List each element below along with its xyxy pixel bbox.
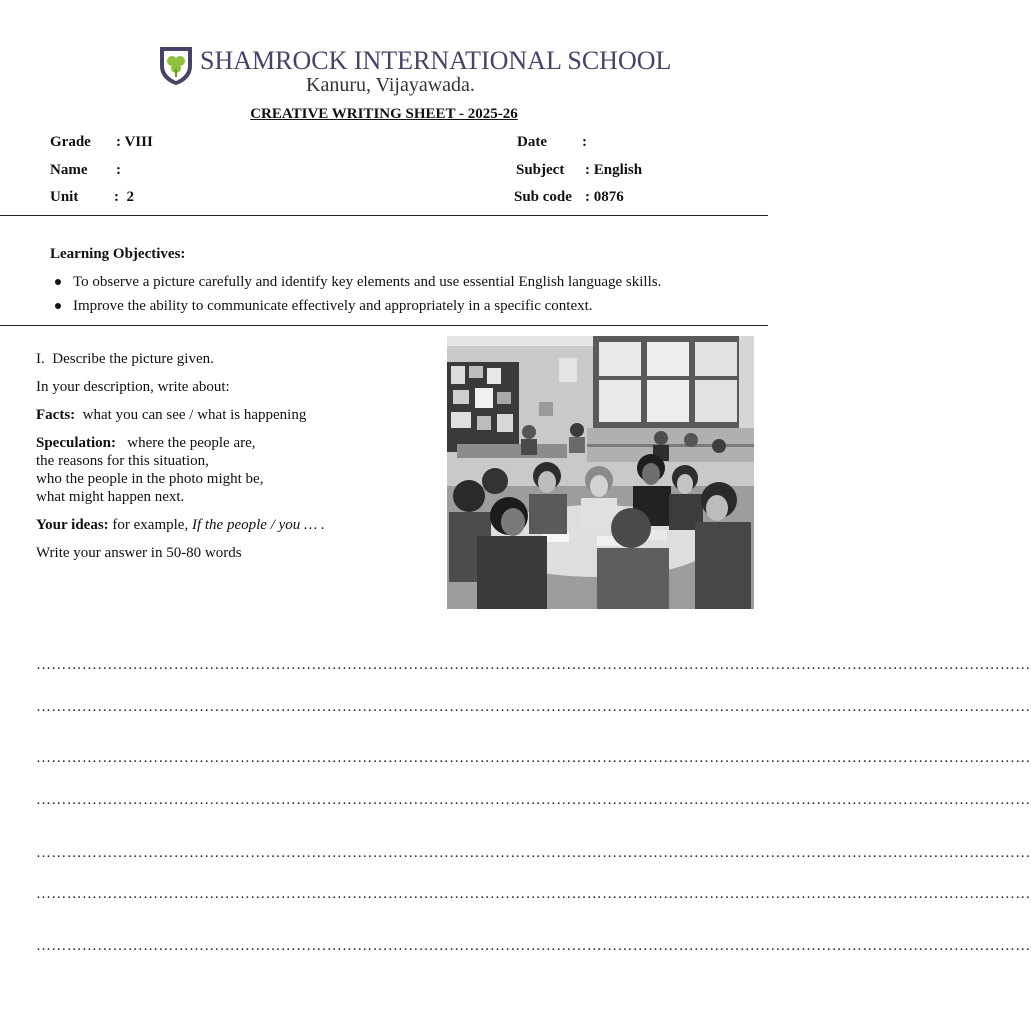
answer-line-2[interactable]: …………………………………………………………………………………………………………………………………………………………………………… bbox=[36, 699, 1031, 715]
facts-text: what you can see / what is happening bbox=[82, 407, 307, 423]
speculation-text-3: who the people in the photo might be, bbox=[36, 471, 264, 487]
date-value: : bbox=[582, 134, 587, 150]
objectives-title: Learning Objectives: bbox=[50, 246, 186, 262]
unit-label: Unit bbox=[50, 189, 79, 205]
question-intro: In your description, write about: bbox=[36, 379, 230, 395]
subject-value: : English bbox=[585, 162, 643, 178]
speculation-text-4: what might happen next. bbox=[36, 489, 185, 505]
question-text: Describe the picture given. bbox=[52, 351, 214, 367]
subcode-value: : 0876 bbox=[585, 189, 624, 205]
answer-line-5[interactable]: …………………………………………………………………………………………………………………………………………………………………………… bbox=[36, 845, 1031, 861]
name-label: Name bbox=[50, 162, 88, 178]
grade-value: : VIII bbox=[116, 134, 153, 150]
question-prompt bbox=[36, 350, 214, 368]
school-logo bbox=[158, 42, 672, 96]
facts-line bbox=[36, 406, 306, 424]
answer-line-3[interactable]: …………………………………………………………………………………………………………………………………………………………………………… bbox=[36, 750, 1031, 766]
school-crest-icon bbox=[158, 44, 194, 86]
unit-value: : 2 bbox=[114, 189, 134, 205]
objectives-list bbox=[50, 272, 750, 320]
divider-middle bbox=[0, 325, 768, 326]
speculation-line bbox=[36, 434, 256, 452]
speculation-text-1: where the people are, bbox=[127, 435, 256, 451]
school-name: SHAMROCK INTERNATIONAL SCHOOL bbox=[200, 46, 672, 75]
ideas-italic: If the people / you … . bbox=[191, 517, 325, 533]
grade-label: Grade bbox=[50, 134, 91, 150]
objective-item: To observe a picture carefully and identify key elements and use essential English language skills. bbox=[50, 272, 750, 296]
answer-line-4[interactable]: …………………………………………………………………………………………………………………………………………………………………………… bbox=[36, 792, 1031, 808]
speculation-label: Speculation: bbox=[36, 435, 117, 451]
objective-item: Improve the ability to communicate effectively and appropriately in a specific context. bbox=[50, 296, 750, 320]
sheet-title: CREATIVE WRITING SHEET - 2025-26 bbox=[250, 106, 518, 122]
speculation-text-2: the reasons for this situation, bbox=[36, 453, 209, 469]
word-limit: Write your answer in 50-80 words bbox=[36, 545, 242, 561]
date-label: Date bbox=[517, 134, 547, 150]
ideas-line bbox=[36, 516, 325, 534]
school-location: Kanuru, Vijayawada. bbox=[306, 74, 475, 96]
classroom-photo bbox=[447, 336, 754, 609]
divider-top bbox=[0, 215, 768, 216]
ideas-text: for example, bbox=[112, 517, 189, 533]
name-value: : bbox=[116, 162, 121, 178]
answer-line-6[interactable]: …………………………………………………………………………………………………………………………………………………………………………… bbox=[36, 886, 1031, 902]
answer-line-1[interactable]: …………………………………………………………………………………………………………………………………………………………………………… bbox=[36, 657, 1031, 673]
facts-label: Facts: bbox=[36, 407, 76, 423]
ideas-label: Your ideas: bbox=[36, 517, 109, 533]
answer-line-7[interactable]: …………………………………………………………………………………………………………………………………………………………………………… bbox=[36, 938, 1031, 954]
classroom-photo-image bbox=[447, 336, 754, 609]
question-number: I. bbox=[36, 351, 45, 367]
subject-label: Subject bbox=[516, 162, 565, 178]
subcode-label: Sub code bbox=[514, 189, 572, 205]
